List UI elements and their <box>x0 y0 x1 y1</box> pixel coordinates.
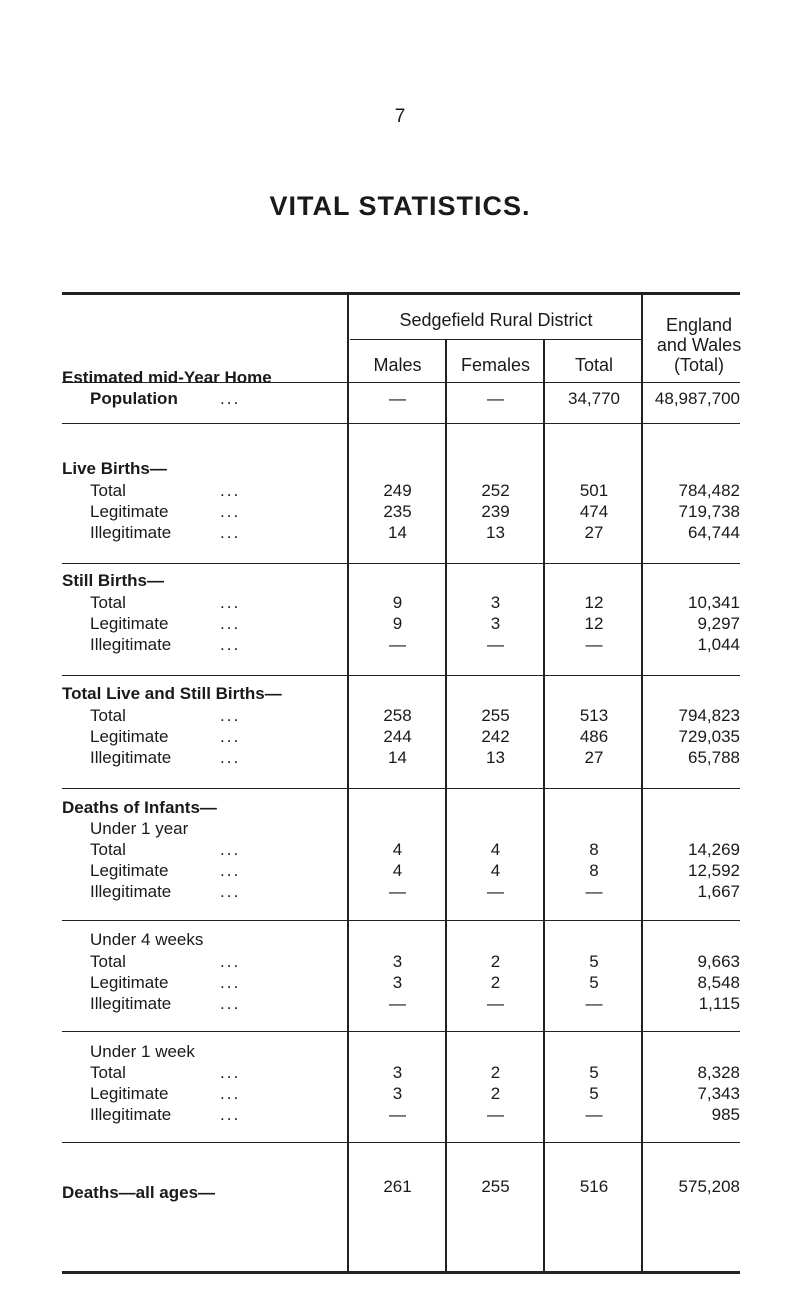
cell-males: 3 <box>392 1084 403 1103</box>
cell-females: 2 <box>490 952 501 971</box>
total-header: Total <box>574 355 614 375</box>
leader-dots: ... <box>220 840 241 859</box>
cell-england: 9,297 <box>697 614 740 633</box>
cell-england: 48,987,700 <box>654 389 740 408</box>
cell-england: 1,044 <box>697 635 740 654</box>
cell-females: — <box>487 1105 504 1124</box>
cell-females: 255 <box>481 1177 510 1196</box>
cell-england: 9,663 <box>697 952 740 971</box>
leader-dots: ... <box>220 481 241 500</box>
still-births-rule <box>62 675 740 676</box>
section-label: Live Births— <box>62 459 167 478</box>
cell-england: 794,823 <box>678 706 740 725</box>
cell-england: 7,343 <box>697 1084 740 1103</box>
column-divider <box>641 292 643 1273</box>
row-label: Total <box>90 706 126 725</box>
cell-males: 9 <box>392 593 403 612</box>
cell-males: 9 <box>392 614 403 633</box>
cell-total: 27 <box>584 748 604 767</box>
cell-females: 3 <box>490 614 501 633</box>
row-label: Legitimate <box>90 1084 169 1103</box>
section-label: Population <box>90 389 178 408</box>
leader-dots: ... <box>220 1084 241 1103</box>
cell-males: 4 <box>392 840 403 859</box>
subsection-label: Under 1 week <box>90 1042 195 1061</box>
england-header-line3: (Total) <box>673 355 724 375</box>
cell-males: 261 <box>383 1177 412 1196</box>
cell-total: 27 <box>584 523 604 542</box>
leader-dots: ... <box>220 502 241 521</box>
cell-females: 4 <box>490 861 501 880</box>
cell-females: — <box>487 994 504 1013</box>
page-number: 7 <box>394 106 406 127</box>
population-rule <box>62 423 740 424</box>
males-header: Males <box>373 355 422 375</box>
row-label: Legitimate <box>90 861 169 880</box>
cell-total: 12 <box>584 593 604 612</box>
leader-dots: ... <box>220 523 241 542</box>
cell-total: — <box>585 882 603 901</box>
section-label: Total Live and Still Births— <box>62 684 282 703</box>
row-label: Total <box>90 481 126 500</box>
leader-dots: ... <box>220 952 241 971</box>
under-4-weeks-rule <box>62 1031 740 1032</box>
leader-dots: ... <box>220 389 241 408</box>
row-label: Illegitimate <box>90 523 172 542</box>
cell-total: 486 <box>579 727 609 746</box>
cell-males: 244 <box>383 727 412 746</box>
cell-females: 2 <box>490 1063 501 1082</box>
table-top-rule <box>62 292 740 295</box>
cell-females: 2 <box>490 973 501 992</box>
leader-dots: ... <box>220 1105 241 1124</box>
cell-males: 249 <box>383 481 412 500</box>
subsection-label: Under 4 weeks <box>90 930 204 949</box>
cell-females: 252 <box>481 481 510 500</box>
cell-total: 8 <box>589 861 599 880</box>
cell-females: 13 <box>486 523 505 542</box>
cell-total: 5 <box>589 1084 599 1103</box>
section-label: Estimated mid-Year Home <box>62 368 272 387</box>
cell-total: 8 <box>589 840 599 859</box>
row-label: Total <box>90 840 126 859</box>
cell-total: 5 <box>589 1063 599 1082</box>
district-header-rule <box>350 339 642 340</box>
cell-males: 4 <box>392 861 403 880</box>
cell-england: 1,115 <box>698 994 740 1013</box>
column-divider <box>347 292 349 1273</box>
cell-total: 12 <box>584 614 604 633</box>
row-label: Illegitimate <box>90 748 172 767</box>
cell-total: 5 <box>589 973 599 992</box>
cell-england: 64,744 <box>688 523 740 542</box>
row-label: Illegitimate <box>90 635 172 654</box>
cell-females: 3 <box>490 593 501 612</box>
females-header: Females <box>460 355 531 375</box>
section-label: Still Births— <box>62 571 165 590</box>
section-label: Deaths—all ages— <box>62 1183 216 1202</box>
cell-males: — <box>389 635 406 654</box>
cell-females: — <box>487 389 504 408</box>
leader-dots: ... <box>220 635 241 654</box>
cell-males: 3 <box>392 952 403 971</box>
live-births-rule <box>62 563 740 564</box>
cell-females: — <box>487 635 504 654</box>
leader-dots: ... <box>220 861 241 880</box>
leader-dots: ... <box>220 593 241 612</box>
cell-females: 4 <box>490 840 501 859</box>
cell-england: 12,592 <box>688 861 740 880</box>
row-label: Legitimate <box>90 973 169 992</box>
cell-england: 575,208 <box>678 1177 740 1196</box>
cell-england: 10,341 <box>688 593 740 612</box>
cell-england: 65,788 <box>688 748 740 767</box>
infants-rule <box>62 920 740 921</box>
under-1-week-rule <box>62 1142 740 1143</box>
cell-england: 14,269 <box>688 840 740 859</box>
cell-total: 474 <box>579 502 609 521</box>
cell-males: 14 <box>388 523 407 542</box>
cell-england: 1,667 <box>697 882 740 901</box>
row-label: Legitimate <box>90 502 169 521</box>
cell-males: 235 <box>383 502 412 521</box>
cell-females: 13 <box>486 748 505 767</box>
cell-females: 255 <box>481 706 510 725</box>
england-header-line2: and Wales <box>656 335 742 355</box>
cell-total: — <box>585 994 603 1013</box>
leader-dots: ... <box>220 882 241 901</box>
row-label: Total <box>90 1063 126 1082</box>
england-header-line1: England <box>665 315 733 335</box>
cell-females: 242 <box>481 727 510 746</box>
leader-dots: ... <box>220 727 241 746</box>
leader-dots: ... <box>220 614 241 633</box>
district-header: Sedgefield Rural District <box>399 310 593 330</box>
cell-total: 513 <box>579 706 609 725</box>
row-label: Legitimate <box>90 727 169 746</box>
row-label: Legitimate <box>90 614 169 633</box>
cell-males: — <box>389 389 406 408</box>
page-title: VITAL STATISTICS. <box>269 191 531 221</box>
cell-males: — <box>389 882 406 901</box>
cell-total: 501 <box>579 481 609 500</box>
table-bottom-rule <box>62 1271 740 1274</box>
cell-males: 3 <box>392 1063 403 1082</box>
cell-england: 8,328 <box>697 1063 740 1082</box>
row-label: Illegitimate <box>90 1105 172 1124</box>
cell-males: — <box>389 1105 406 1124</box>
cell-total: — <box>585 1105 603 1124</box>
row-label: Total <box>90 952 126 971</box>
cell-total: 5 <box>589 952 599 971</box>
leader-dots: ... <box>220 748 241 767</box>
leader-dots: ... <box>220 973 241 992</box>
subsection-label: Under 1 year <box>90 819 189 838</box>
row-label: Illegitimate <box>90 882 172 901</box>
cell-males: 3 <box>392 973 403 992</box>
cell-england: 729,035 <box>678 727 740 746</box>
cell-england: 784,482 <box>678 481 740 500</box>
cell-england: 719,738 <box>678 502 740 521</box>
cell-males: 14 <box>388 748 407 767</box>
cell-females: 239 <box>481 502 510 521</box>
cell-males: 258 <box>383 706 412 725</box>
cell-england: 985 <box>711 1105 740 1124</box>
section-label: Deaths of Infants— <box>62 798 217 817</box>
cell-males: — <box>389 994 406 1013</box>
cell-females: 2 <box>490 1084 501 1103</box>
cell-total: 34,770 <box>568 389 620 408</box>
leader-dots: ... <box>220 706 241 725</box>
cell-total: — <box>585 635 603 654</box>
cell-england: 8,548 <box>697 973 740 992</box>
cell-females: — <box>487 882 504 901</box>
live-still-rule <box>62 788 740 789</box>
leader-dots: ... <box>220 1063 241 1082</box>
row-label: Illegitimate <box>90 994 172 1013</box>
cell-total: 516 <box>579 1177 609 1196</box>
leader-dots: ... <box>220 994 241 1013</box>
row-label: Total <box>90 593 126 612</box>
